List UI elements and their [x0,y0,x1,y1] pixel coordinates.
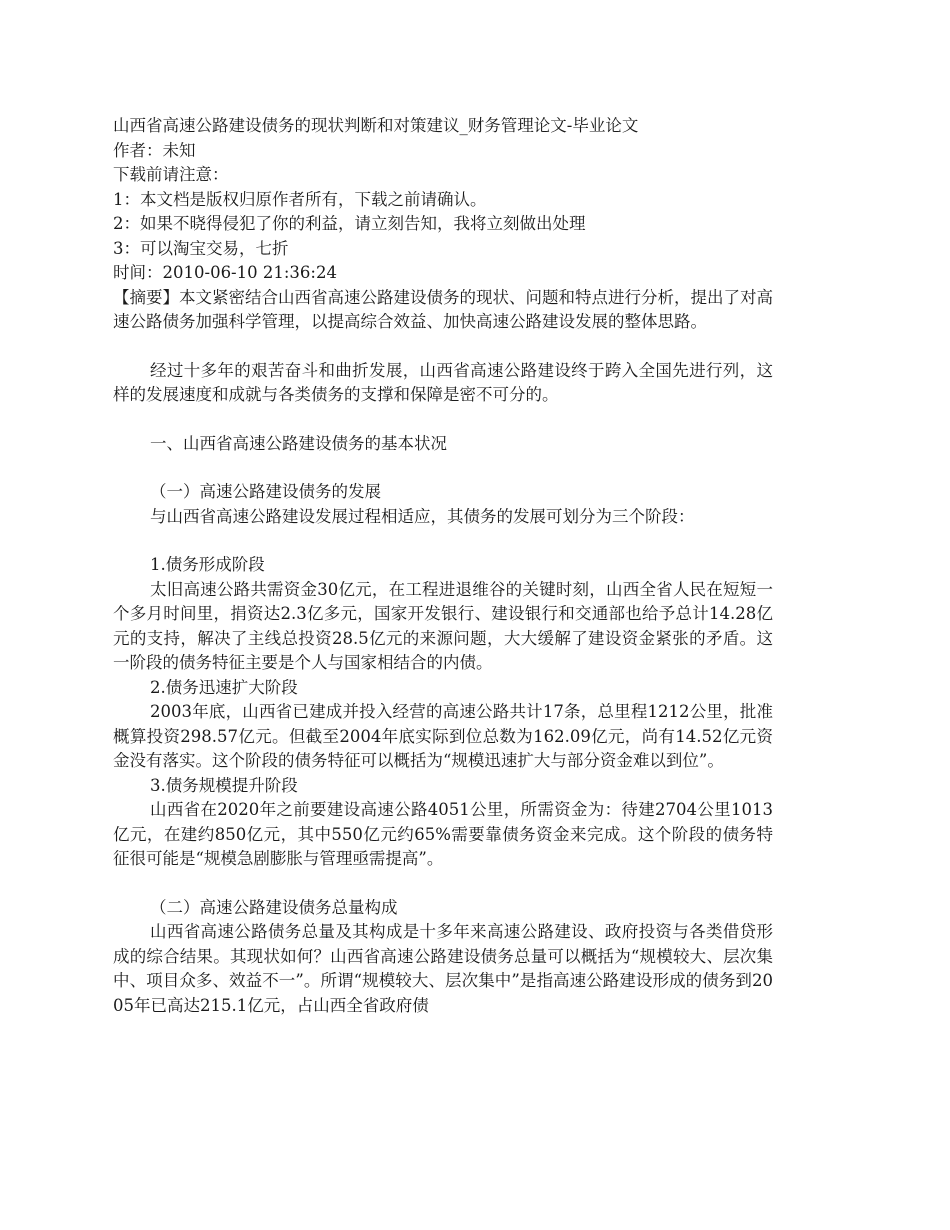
spacer [113,408,773,432]
stage-heading: 1.债务形成阶段 [150,555,265,574]
subsection-intro: 与山西省高速公路建设发展过程相适应，其债务的发展可划分为三个阶段： [150,506,695,526]
document-title: 山西省高速公路建设债务的现状判断和对策建议_财务管理论文-毕业论文 [113,116,639,135]
spacer [113,456,773,480]
stage-paragraph: 山西省在2020年之前要建设高速公路4051公里，所需资金为：待建2704公里1013亿元，在建约850亿元，其中550亿元约65%需要靠债务资金来完成。这个阶段的债务特征很可能是“规模急剧膨胀与管理亟需提高”。 [113,800,773,868]
abstract-paragraph: 【摘要】本文紧密结合山西省高速公路建设债务的现状、问题和特点进行分析，提出了对高速公路债务加强科学管理，以提高综合效益、加快高速公路建设发展的整体思路。 [113,287,773,331]
subsection-paragraph: 山西省高速公路债务总量及其构成是十多年来高速公路建设、政府投资与各类借贷形成的综合结果。其现状如何？山西省高速公路建设债务总量可以概括为“规模较大、层次集中、项目众多、效益不一”。所谓“规模较大、层次集中”是指高速公路建设形成的债务到2005年已高达215.1亿元，占山西全省政府债 [113,922,773,1015]
subsection-heading: （二）高速公路建设债务总量构成 [150,897,398,917]
stage-paragraph: 2003年底，山西省已建成并投入经营的高速公路共计17条，总里程1212公里，批准概算投资298.57亿元。但截至2004年底实际到位总数为162.09亿元，尚有14.52亿元资金没有落实。这个阶段的债务特征可以概括为“规模迅速扩大与部分资金难以到位”。 [113,702,773,770]
intro-paragraph: 经过十多年的艰苦奋斗和曲折发展，山西省高速公路建设终于跨入全国先进行列，这样的发展速度和成就与各类债务的支撑和保障是密不可分的。 [113,360,773,404]
subsection-heading: （一）高速公路建设债务的发展 [150,482,381,501]
section-heading: 一、山西省高速公路建设债务的基本状况 [150,433,447,453]
timestamp: 时间：2010-06-10 21:36:24 [113,263,337,282]
notice-item: 3：可以淘宝交易，七折 [113,238,289,258]
spacer [113,529,773,553]
stage-heading: 2.债务迅速扩大阶段 [150,677,298,697]
stage-paragraph: 太旧高速公路共需资金30亿元，在工程进退维谷的关键时刻，山西全省人民在短短一个多月时间里，捐资达2.3亿多元，国家开发银行、建设银行和交通部也给予总计14.28亿元的支持，解决了主线总投资28.5亿元的来源问题，大大缓解了建设资金紧张的矛盾。这一阶段的债务特征主要是个人与国家相结合的内债。 [113,579,773,672]
notice-item: 2：如果不晓得侵犯了你的利益，请立刻告知，我将立刻做出处理 [113,214,586,233]
author-line: 作者：未知 [113,140,196,160]
notice-heading: 下载前请注意： [113,165,229,184]
spacer [113,872,773,896]
stage-heading: 3.债务规模提升阶段 [150,775,298,795]
spacer [113,335,773,359]
notice-item: 1：本文档是版权归原作者所有，下载之前请确认。 [113,189,487,209]
document-body [113,114,773,1018]
